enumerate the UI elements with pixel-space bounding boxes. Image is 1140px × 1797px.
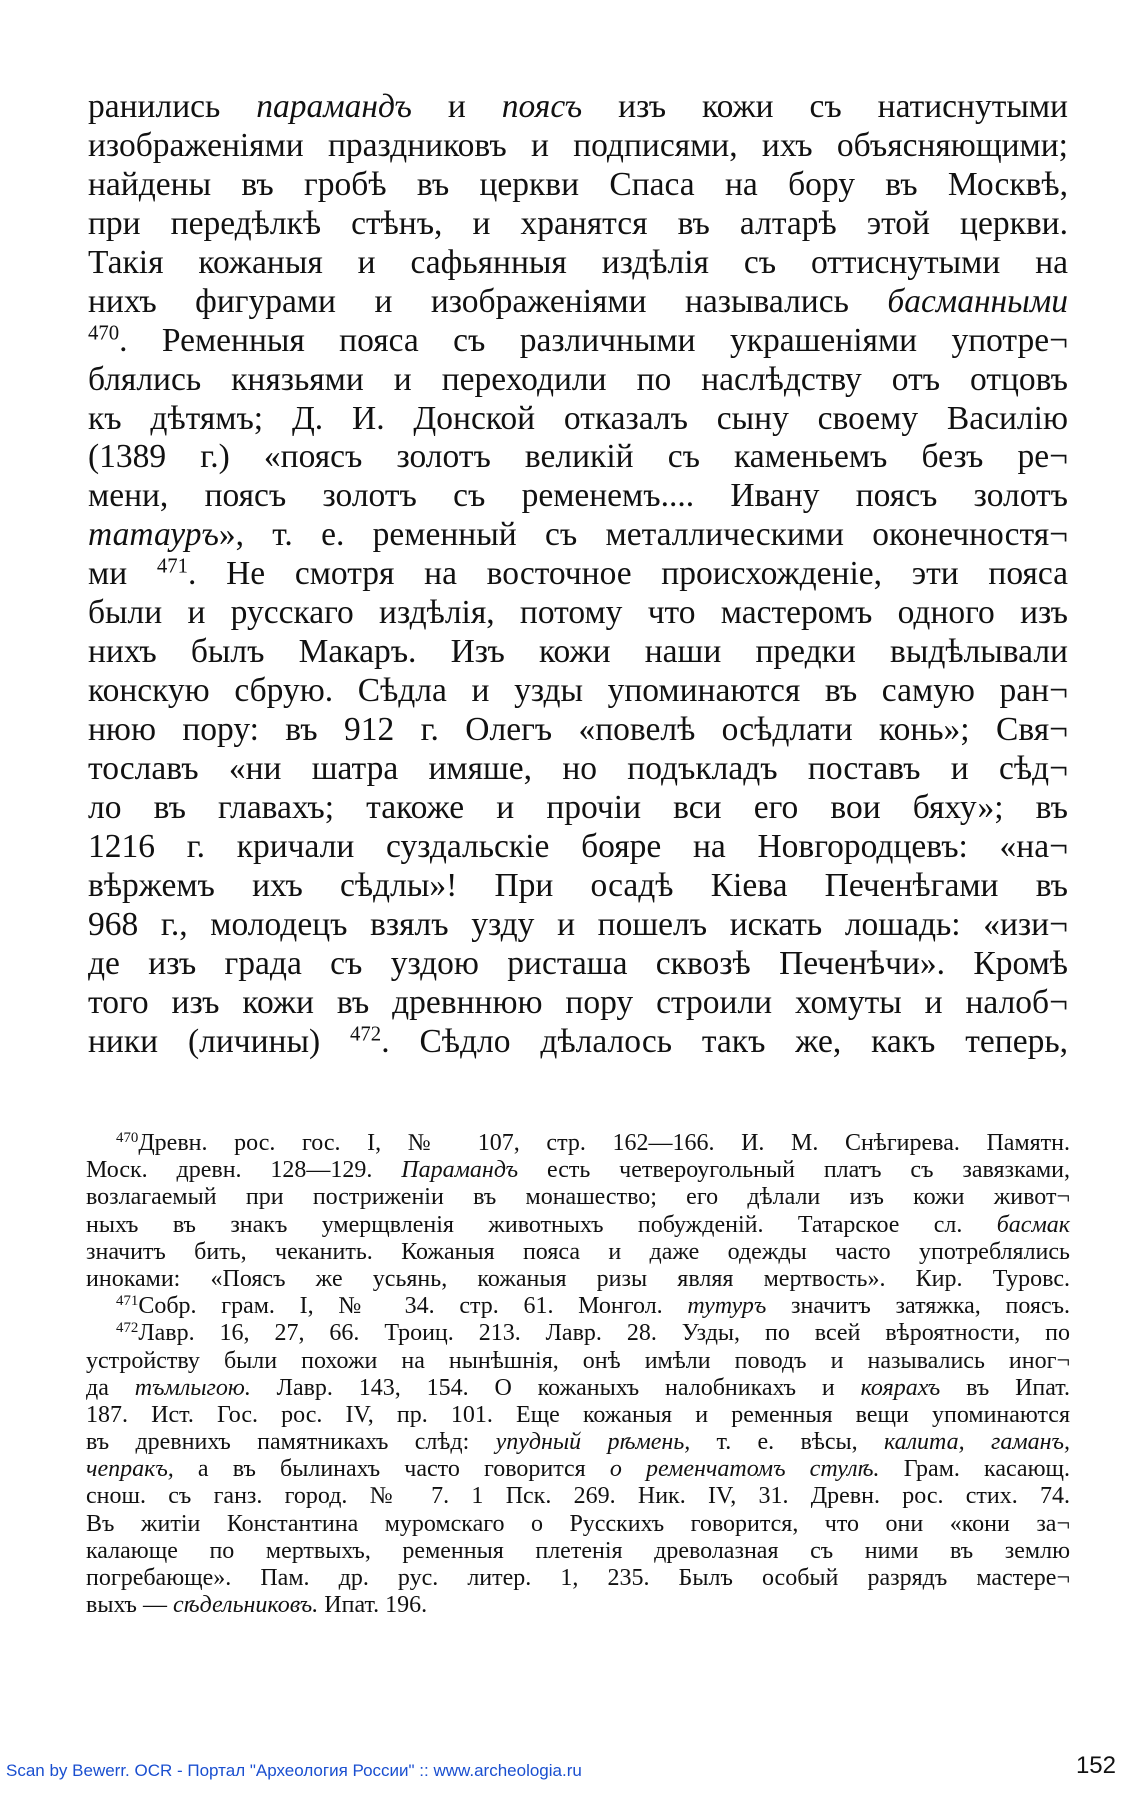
text-line: были и русскаго издѣлія, потому что мастеромъ одного изъ <box>88 594 1068 632</box>
italic-term: тъмлыгою. <box>134 1374 251 1401</box>
footnote-ref: 471 <box>116 1292 139 1309</box>
footnotes <box>86 1130 1070 1619</box>
footnote-ref: 472 <box>350 1022 382 1046</box>
italic-term: тутуръ <box>687 1293 767 1320</box>
text-line: блялись князьями и переходили по наслѣдству отъ отцовъ <box>88 360 1068 398</box>
text-line: де изъ града съ уздою ристаша сквозѣ Печенѣчи». Кромѣ <box>88 944 1068 982</box>
footnote-line: иноками: «Поясъ же усьянь, кожаныя ризы являя мертвость». Кир. Туровс. <box>86 1265 1070 1292</box>
footnote-line: въ древнихъ памятникахъ слѣд: упудный рѣмень, т. е. вѣсы, калита, гаманъ, <box>86 1429 1070 1456</box>
text-line: 1216 г. кричали суздальскіе бояре на Новгородцевъ: «на¬ <box>88 827 1068 865</box>
italic-term: поясъ <box>501 88 583 125</box>
footnote-line: $^{470}$Древн. рос. гос. I, № 107, стр. 162—166. И. М. Снѣгирева. Памятн. <box>116 1129 1070 1156</box>
footnote-line: Моск. древн. 128—129. Парамандъ есть четвероугольный платъ съ завязками, <box>86 1157 1070 1184</box>
text-line: мени, поясъ золотъ съ ременемъ.... Ивану поясъ золотъ <box>88 477 1068 515</box>
footnote-line: да тъмлыгою. Лавр. 143, 154. О кожаныхъ налобникахъ и коярахъ въ Ипат. <box>86 1374 1070 1401</box>
italic-term: Парамандъ <box>401 1157 519 1184</box>
text-line: татауръ», т. е. ременный съ металлическими оконечностя¬ <box>88 516 1068 554</box>
italic-term: басманными <box>887 282 1068 320</box>
footnote-ref: 470 <box>88 321 120 345</box>
text-line: къ дѣтямъ; Д. И. Донской отказалъ сыну своему Василію <box>88 399 1068 437</box>
text-line: (1389 г.) «поясъ золотъ великій съ каменьемъ безъ ре¬ <box>88 438 1068 476</box>
footnote-line: 187. Ист. Гос. рос. IV, пр. 101. Еще кожаныя и ременныя вещи упоминаются <box>86 1401 1070 1428</box>
footnote-line: калающе по мертвыхъ, ременныя плетенія древолазная съ ними въ землю <box>86 1537 1070 1564</box>
footnote-line: погребающе». Пам. др. рус. литер. 1, 235. Былъ особый разрядъ мастере¬ <box>86 1565 1070 1591</box>
page-number: 152 <box>1075 1752 1116 1779</box>
text-line: вѣржемъ ихъ сѣдлы»! При осадѣ Кіева Печенѣгами въ <box>88 866 1068 904</box>
text-line: нюю пору: въ 912 г. Олегъ «повелѣ осѣдлати конь»; Свя¬ <box>88 711 1068 748</box>
text-line: ло въ главахъ; такоже и прочіи вси его вои бяху»; въ <box>88 788 1068 826</box>
footnote-line: возлагаемый при постриженіи въ монашество; его дѣлали изъ кожи живот¬ <box>86 1184 1070 1211</box>
text-line: изображеніями праздниковъ и подписями, ихъ объясняющими; <box>88 126 1068 164</box>
italic-term: сѣдельниковъ. <box>172 1592 319 1619</box>
footnote-line: $^{472}$Лавр. 16, 27, 66. Троиц. 213. Лавр. 28. Узды, по всей вѣроятности, по <box>116 1320 1070 1347</box>
italic-term: басмак <box>996 1211 1070 1238</box>
italic-term: коярахъ <box>860 1374 941 1401</box>
footnote-ref: 470 <box>116 1129 139 1146</box>
footnote-line: $^{471}$Собр. грам. I, № 34. стр. 61. Монгол. тутуръ значитъ затяжка, поясъ. <box>116 1292 1071 1320</box>
footnote-line: устройству были похожи на нынѣшнія, онѣ имѣли поводъ и назывались иног¬ <box>86 1347 1070 1374</box>
text-line: того изъ кожи въ древннюю пору строили хомуты и налоб¬ <box>88 983 1068 1021</box>
text-line: $^{470}$. Ременныя пояса съ различными украшеніями употре¬ <box>88 321 1068 359</box>
text-line: 968 г., молодецъ взялъ узду и пошелъ искать лошадь: «изи¬ <box>88 905 1068 943</box>
text-line: нихъ фигурами и изображеніями назывались басманными <box>88 282 1068 320</box>
footnote-line: ныхъ въ знакъ умерщвленія животныхъ побужденій. Татарское сл. басмак <box>86 1211 1070 1238</box>
italic-term: о ременчатомъ стулѣ. <box>609 1456 880 1483</box>
footnote-ref: 472 <box>116 1320 139 1337</box>
text-line: тославъ «ни шатра имяше, но подъкладъ поставъ и сѣд¬ <box>88 749 1068 787</box>
text-line: ранились парамандъ и поясъ изъ кожи съ натиснутыми <box>88 88 1068 125</box>
footnote-ref: 471 <box>156 554 188 578</box>
text-line: найдены въ гробѣ въ церкви Спаса на бору въ Москвѣ, <box>88 165 1068 203</box>
italic-term: чепракъ, <box>86 1456 174 1483</box>
italic-term: парамандъ <box>256 88 412 125</box>
text-line: нихъ былъ Макаръ. Изъ кожи наши предки выдѣлывали <box>88 633 1068 671</box>
italic-term: калита, гаманъ, <box>883 1429 1070 1456</box>
text-line: конскую сбрую. Сѣдла и узды упоминаются въ самую ран¬ <box>88 672 1068 710</box>
footnote-line: значитъ бить, чеканить. Кожаныя пояса и даже одежды часто употреблялись <box>86 1238 1070 1265</box>
footnote-line: выхъ — сѣдельниковъ. Ипат. 196. <box>86 1592 428 1619</box>
scan-credit: Scan by Bewerr. OCR - Портал "Археология России" :: www.archeologia.ru <box>6 1761 582 1780</box>
text-line: ники (личины) $^{472}$. Сѣдло дѣлалось такъ же, какъ теперь, <box>88 1022 1068 1060</box>
footnote-line: снош. съ ганз. город. № 7. 1 Пск. 269. Ник. IV, 31. Древн. рос. стих. 74. <box>86 1483 1070 1510</box>
text-line: при передѣлкѣ стѣнъ, и хранятся въ алтарѣ этой церкви. <box>88 204 1068 242</box>
text-line: Такія кожаныя и сафьянныя издѣлія съ оттиснутыми на <box>88 243 1068 281</box>
text-line: ми $^{471}$. Не смотря на восточное происхожденіе, эти пояса <box>88 554 1068 593</box>
main-text <box>88 88 1068 1061</box>
italic-term: упудный рѣмень, <box>495 1429 691 1456</box>
footnote-line: чепракъ, а въ былинахъ часто говорится о ременчатомъ стулѣ. Грам. касающ. <box>86 1456 1070 1483</box>
footnote-line: Въ житіи Константина муромскаго о Русскихъ говорится, что они «кони за¬ <box>86 1510 1070 1537</box>
italic-term: татауръ <box>88 516 219 554</box>
